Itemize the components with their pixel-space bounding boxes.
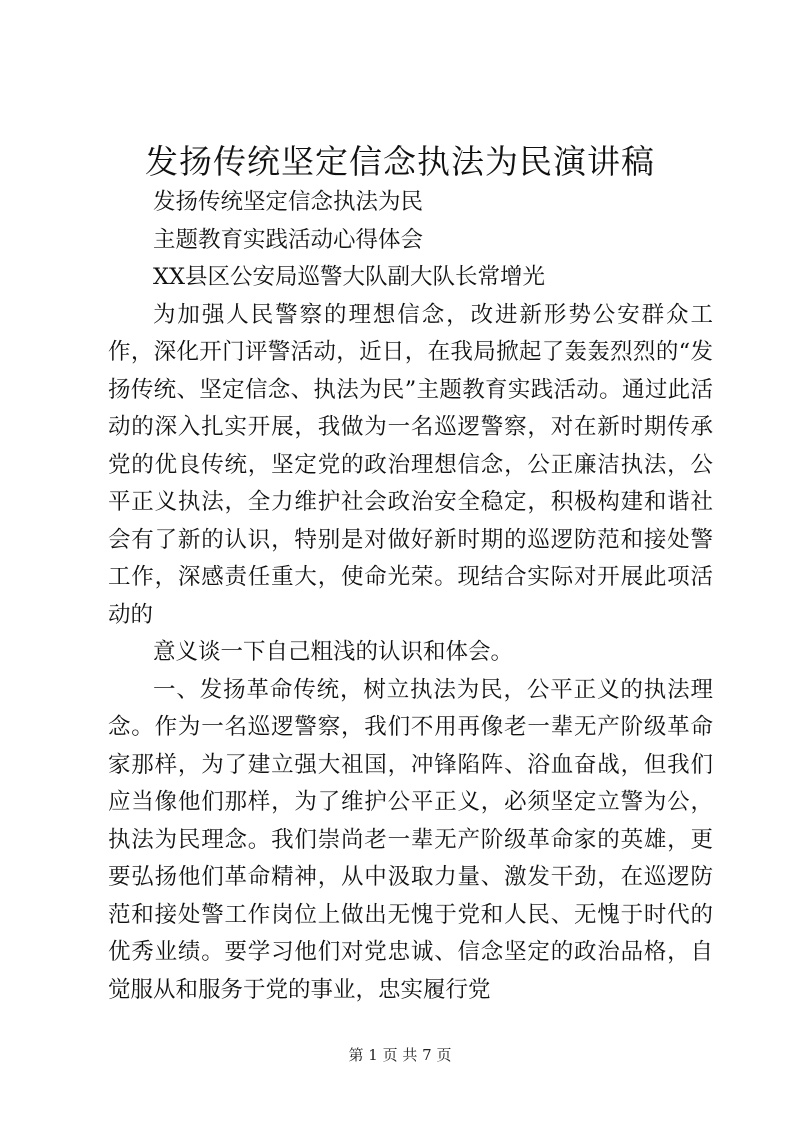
paragraph-intro-continued: 意义谈一下自己粗浅的认识和体会。 bbox=[153, 639, 514, 665]
author-line: XX县区公安局巡警大队副大队长常增光 bbox=[153, 264, 546, 290]
paragraph-intro: 为加强人民警察的理想信念，改进新形势公安群众工作，深化开门评警活动，近日，在我局掀起了轰轰烈烈的“发扬传统、坚定信念、执法为民”主题教育实践活动。通过此活动的深入扎实开展，我做为一名巡逻警察，对在新时期传承党的优良传统，坚定党的政治理想信念，公正廉洁执法，公平正义执法，全力维护社会政治安全稳定，积极构建和谐社会有了新的认识，特别是对做好新时期的巡逻防范和接处警工作，深感责任重大，使命光荣。现结合实际对开展此项活动的 bbox=[108, 301, 713, 628]
subtitle-line-2: 主题教育实践活动心得体会 bbox=[153, 226, 424, 253]
document-title: 发扬传统坚定信念执法为民演讲稿 bbox=[145, 142, 655, 181]
document-body bbox=[108, 184, 713, 1009]
subtitle-line-1: 发扬传统坚定信念执法为民 bbox=[153, 189, 424, 215]
paragraph-section-one: 一、发扬革命传统，树立执法为民，公平正义的执法理念。作为一名巡逻警察，我们不用再像老一辈无产阶级革命家那样，为了建立强大祖国，冲锋陷阵、浴血奋战，但我们应当像他们那样，为了维护公平正义，必须坚定立警为公，执法为民理念。我们崇尚老一辈无产阶级革命家的英雄，更要弘扬他们革命精神，从中汲取力量、激发干劲，在巡逻防范和接处警工作岗位上做出无愧于党和人民、无愧于时代的优秀业绩。要学习他们对党忠诚、信念坚定的政治品格，自觉服从和服务于党的事业，忠实履行党 bbox=[108, 676, 713, 1003]
page-number: 第 1 页 共 7 页 bbox=[348, 1046, 452, 1064]
